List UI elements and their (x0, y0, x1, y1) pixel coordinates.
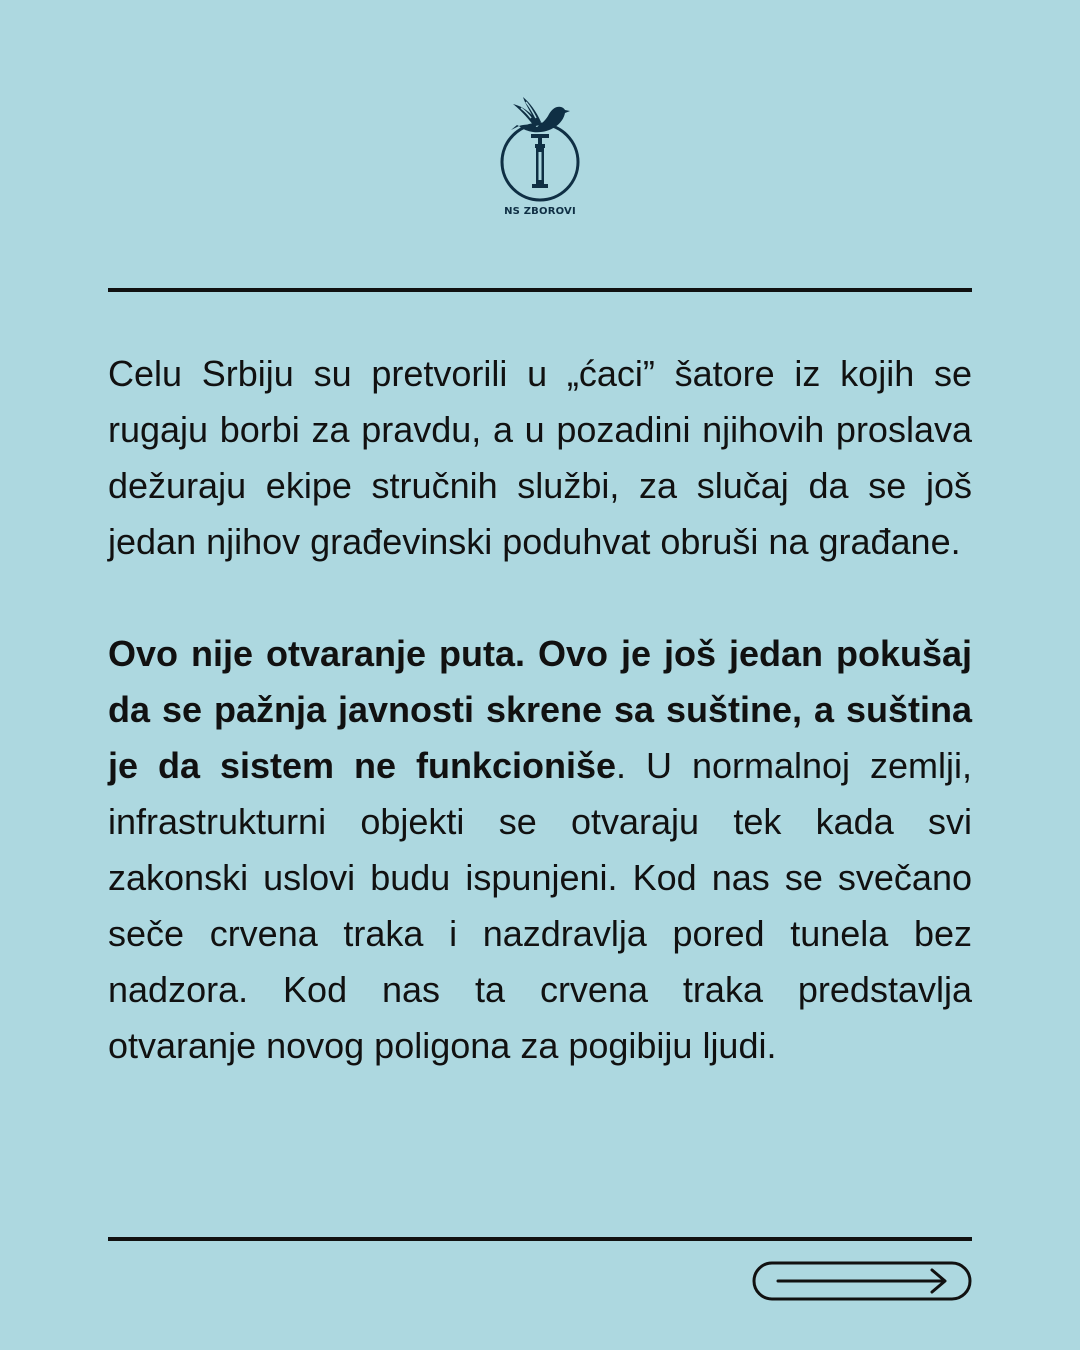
top-divider (108, 288, 972, 292)
article-body (108, 346, 972, 1074)
paragraph-2-emphasis: Ovo nije otvaranje puta. Ovo je još jedan pokušaj da se pažnja javnosti skrene sa suštine, a suština je da sistem ne funkcioniše (108, 633, 972, 786)
next-slide-button[interactable] (752, 1261, 972, 1301)
arrow-right-icon (752, 1261, 972, 1301)
ns-zborovi-logo (495, 94, 585, 224)
paragraph-2 (108, 626, 972, 1074)
paragraph-1: Celu Srbiju su pretvorili u „ćaci” šatore iz kojih se rugaju borbi za pravdu, a u pozadini njihovih proslava dežuraju ekipe stručnih službi, za slučaj da se još jedan njihov građevinski poduhvat obruši na građane. (108, 353, 972, 562)
bottom-divider (108, 1237, 972, 1241)
dove-column-emblem-icon (495, 94, 585, 204)
logo-label: NS ZBOROVI (504, 206, 576, 217)
paragraph-2-text: . U normalnoj zemlji, infrastrukturni objekti se otvaraju tek kada svi zakonski uslovi budu ispunjeni. Kod nas se svečano seče crvena traka i nazdravlja pored tunela bez nadzora. Kod nas ta crvena traka predstavlja otvaranje novog poligona za pogibiju ljudi. (108, 745, 972, 1066)
